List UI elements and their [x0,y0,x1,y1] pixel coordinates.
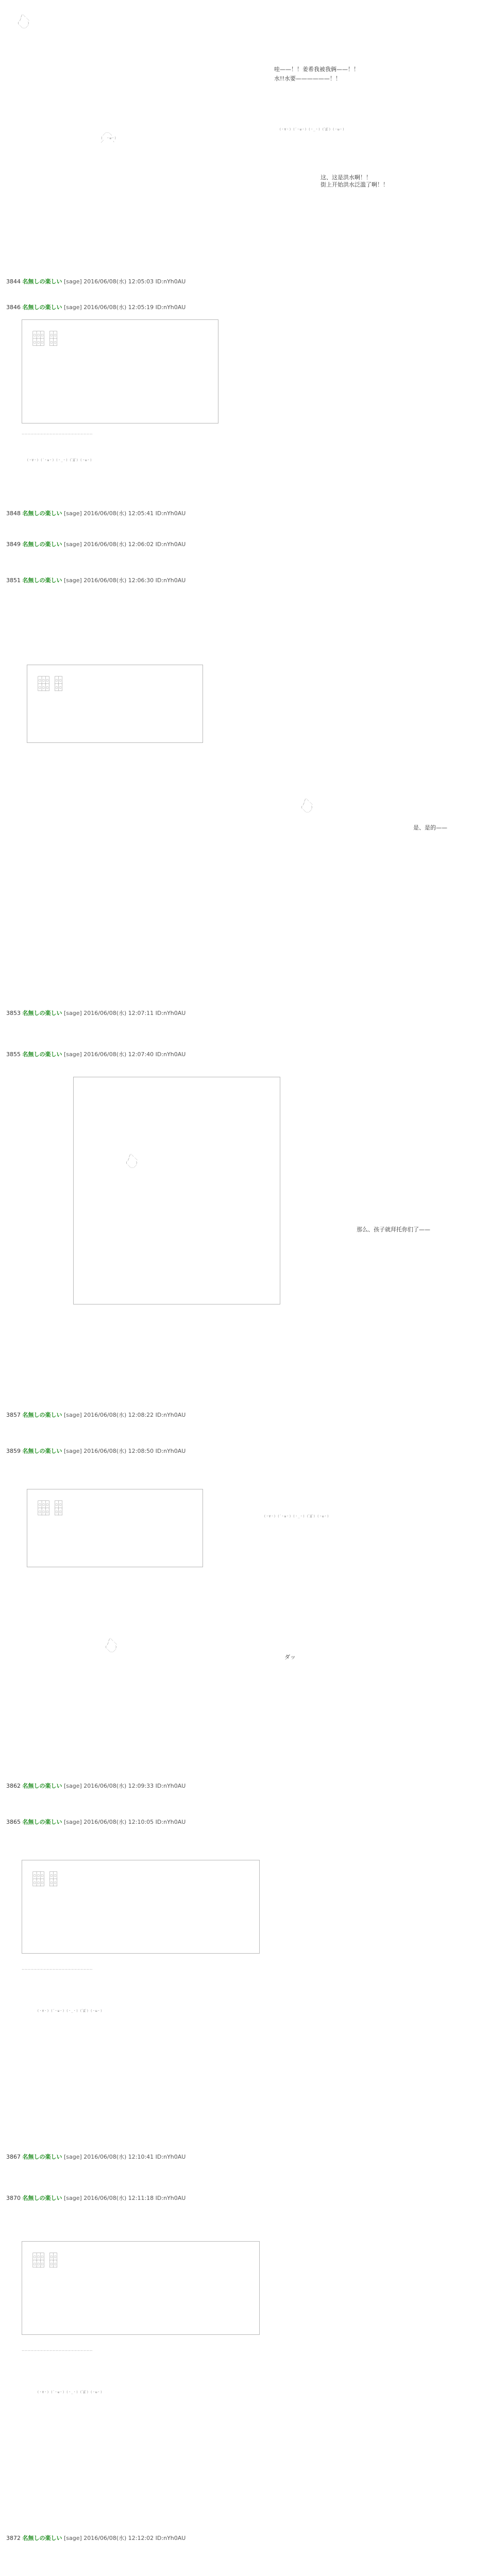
post-number: 3849 [6,541,21,548]
post-number: 3865 [6,1819,21,1825]
post-number: 3872 [6,2535,21,2541]
post-author[interactable]: 名無しの楽しい [22,1010,62,1016]
post-author[interactable]: 名無しの楽しい [22,1051,62,1058]
post-meta: [sage] 2016/06/08(水) 12:07:40 ID:nYh0AU [64,1051,186,1058]
panel-frame [73,1077,280,1304]
aa-panel-5 [6,1484,483,1772]
post-header [6,510,483,517]
post-meta: [sage] 2016/06/08(水) 12:05:41 ID:nYh0AU [64,510,186,517]
post-author[interactable]: 名無しの楽しい [22,278,62,285]
post-author[interactable]: 名無しの楽しい [22,2195,62,2201]
post-header [6,1010,483,1017]
post-author[interactable]: 名無しの楽しい [22,541,62,548]
post-number: 3859 [6,1448,21,1454]
post-meta: [sage] 2016/06/08(水) 12:09:33 ID:nYh0AU [64,1783,186,1789]
post-meta: [sage] 2016/06/08(水) 12:08:22 ID:nYh0AU [64,1412,186,1418]
aa-buildings: ┌─┬─┬─┐ ┌─┬─┐ │□│□│□│ │□│□│ ├─┼─┼─┤ ├─┼─┤ │□│□│□│ │□│□│ └─┴─┴─┘ └─┴─┘ [37,675,63,693]
post [6,2154,483,2161]
post-meta: [sage] 2016/06/08(水) 12:12:02 ID:nYh0AU [64,2535,186,2541]
dialogue-line-4: 是、是的—— [413,824,447,831]
aa-crowd: (・∀・) (´・ω・) (・_・) (ﾟДﾟ) (・ω・) [279,128,345,131]
post-number: 3855 [6,1051,21,1058]
post-author[interactable]: 名無しの楽しい [22,1448,62,1454]
aa-crowd: (・∀・) (´・ω・) (・_・) (ﾟДﾟ) (・ω・) [37,2009,103,2013]
post [6,304,483,311]
aa-panel-1 [6,4,483,272]
post-meta: [sage] 2016/06/08(水) 12:10:05 ID:nYh0AU [64,1819,186,1825]
post-author[interactable]: 名無しの楽しい [22,1412,62,1418]
post-author[interactable]: 名無しの楽しい [22,510,62,517]
post-number: 3870 [6,2195,21,2201]
post-number: 3851 [6,577,21,584]
post-number: 3867 [6,2154,21,2160]
aa-panel-7 [6,2236,483,2524]
aa-buildings: ┌─┬─┬─┐ ┌─┬─┐ │□│□│□│ │□│□│ ├─┼─┼─┤ ├─┼─┤ │□│□│□│ │□│□│ └─┴─┴─┘ └─┴─┘ [32,2251,58,2269]
post-header [6,278,483,285]
dialogue-line-1: 哇——！！姜希我被我俩——！！ [274,66,359,73]
aa-water: ～～～～～～～～～～～～～～～～～～～～～～～ [22,1968,93,1972]
post-header [6,2154,483,2161]
aa-figure: /＼ / ＼ ( ) ＼＿／ [126,1154,138,1168]
post-header [6,1412,483,1419]
post [6,1010,483,1017]
post-header [6,577,483,584]
post-meta: [sage] 2016/06/08(水) 12:06:02 ID:nYh0AU [64,541,186,548]
post-number: 3848 [6,510,21,517]
post-header [6,1448,483,1455]
aa-crowd: (・∀・) (´・ω・) (・_・) (ﾟДﾟ) (・ω・) [264,1515,329,1518]
post-author[interactable]: 名無しの楽しい [22,577,62,584]
post [6,1412,483,1419]
aa-buildings: ┌─┬─┬─┐ ┌─┬─┐ │□│□│□│ │□│□│ ├─┼─┼─┤ ├─┼─┤ │□│□│□│ │□│□│ └─┴─┴─┘ └─┴─┘ [37,1499,63,1517]
aa-buildings: ┌─┬─┬─┐ ┌─┬─┐ │□│□│□│ │□│□│ ├─┼─┼─┤ ├─┼─┤ │□│□│□│ │□│□│ └─┴─┴─┘ └─┴─┘ [32,330,58,348]
post-meta: [sage] 2016/06/08(水) 12:11:18 ID:nYh0AU [64,2195,186,2201]
post-meta: [sage] 2016/06/08(水) 12:08:50 ID:nYh0AU [64,1448,186,1454]
aa-panel-6 [6,1855,483,2143]
aa-water: ～～～～～～～～～～～～～～～～～～～～～～～ [22,433,93,436]
post [6,577,483,584]
post-header [6,541,483,548]
post-header [6,2535,483,2542]
post [6,2195,483,2202]
aa-figure: /＼ / ＼ ( ) ＼＿／ [105,1638,117,1653]
aa-panel-4 [6,1072,483,1401]
post-author[interactable]: 名無しの楽しい [22,1819,62,1825]
aa-figure: /＼ / ＼ ( ) ＼＿／ [18,14,29,29]
aa-figure: /＼ / ＼ ( ) ＼＿／ [301,799,313,813]
aa-buildings: ┌─┬─┬─┐ ┌─┬─┐ │□│□│□│ │□│□│ ├─┼─┼─┤ ├─┼─┤ │□│□│□│ │□│□│ └─┴─┴─┘ └─┴─┘ [32,1870,58,1888]
dialogue-line-2: 水!!水要——————！！ [274,75,341,82]
post-meta: [sage] 2016/06/08(水) 12:06:30 ID:nYh0AU [64,577,186,584]
post-author[interactable]: 名無しの楽しい [22,304,62,311]
post-meta: [sage] 2016/06/08(水) 12:05:19 ID:nYh0AU [64,304,186,311]
post-number: 3846 [6,304,21,311]
post [6,1819,483,1826]
post-header [6,2195,483,2202]
post-header [6,1819,483,1826]
post-header [6,1051,483,1058]
post-author[interactable]: 名無しの楽しい [22,2154,62,2160]
post-number: 3862 [6,1783,21,1789]
post [6,1783,483,1790]
post-number: 3844 [6,278,21,285]
post-meta: [sage] 2016/06/08(水) 12:10:41 ID:nYh0AU [64,2154,186,2160]
post [6,1051,483,1058]
post [6,278,483,285]
dialogue-line-5: 那么、孩子就拜托你们了—— [357,1226,430,1233]
post-header [6,1783,483,1790]
aa-crowd: (・∀・) (´・ω・) (・_・) (ﾟДﾟ) (・ω・) [27,459,92,462]
post-number: 3853 [6,1010,21,1016]
dialogue-line-3: 这、这是洪水啊！！ 街上开始洪水泛滥了啊！！ [321,174,389,188]
post [6,510,483,517]
post-meta: [sage] 2016/06/08(水) 12:05:03 ID:nYh0AU [64,278,186,285]
aa-panel-3 [6,659,483,989]
aa-panel-2 [6,314,483,500]
post [6,541,483,548]
aa-water: ～～～～～～～～～～～～～～～～～～～～～～～ [22,2349,93,2353]
post [6,1448,483,1455]
aa-cat-face: ／￣＼ ( ・ω・) ／ ヽ [100,133,116,144]
post-meta: [sage] 2016/06/08(水) 12:07:11 ID:nYh0AU [64,1010,186,1016]
post-author[interactable]: 名無しの楽しい [22,1783,62,1789]
post [6,2535,483,2542]
post-header [6,304,483,311]
aa-crowd: (・∀・) (´・ω・) (・_・) (ﾟДﾟ) (・ω・) [37,2391,103,2394]
post-number: 3857 [6,1412,21,1418]
dialogue-line-6: ダッ [284,1654,296,1660]
post-author[interactable]: 名無しの楽しい [22,2535,62,2541]
